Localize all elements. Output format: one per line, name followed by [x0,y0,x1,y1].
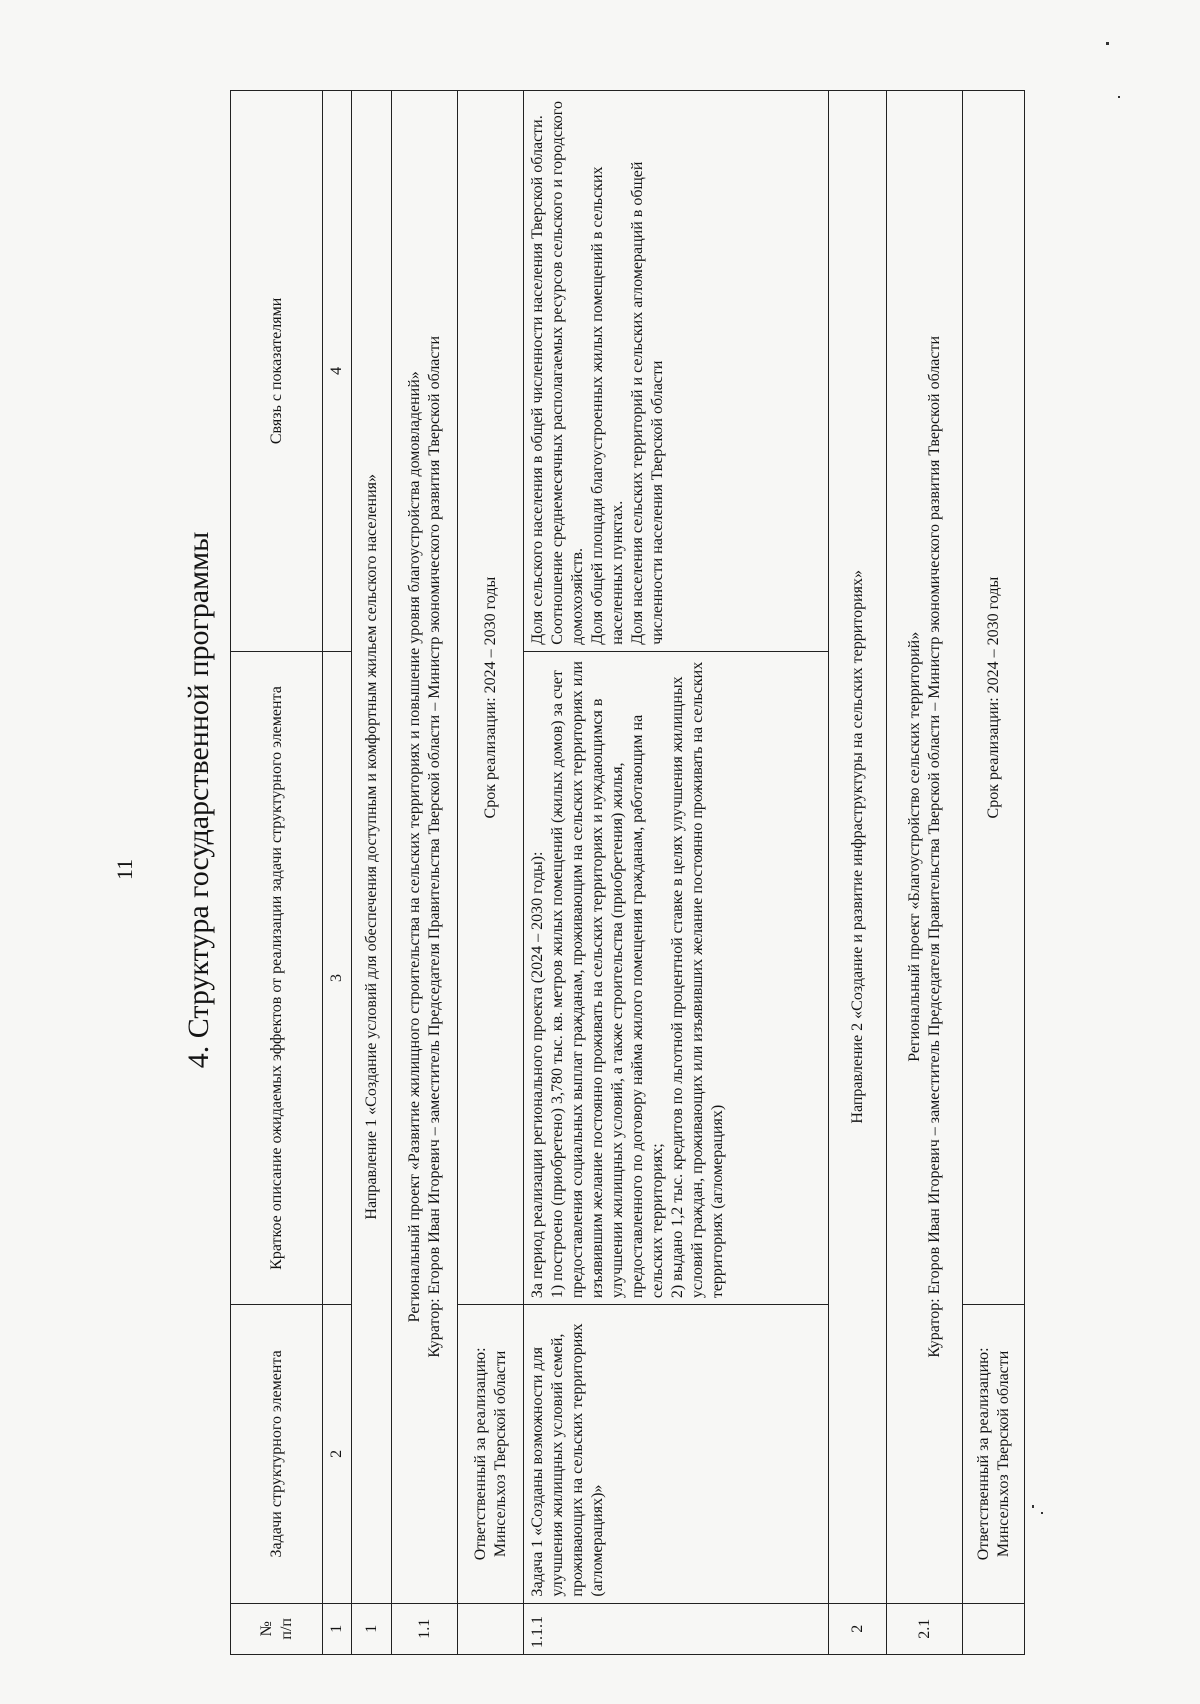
task-row [524,91,829,1655]
index-cell: 3 [323,651,352,1304]
direction-title: Направление 2 «Создание и развитие инфраструктуры на сельских территориях» [829,91,887,1604]
project-curator: Куратор: Егоров Иван Игоревич – заместитель Председателя Правительства Тверской области – Министр экономического развития Тверской области [925,335,943,1358]
project-curator: Куратор: Егоров Иван Игоревич – заместитель Председателя Правительства Тверской области – Министр экономического развития Тверской области [425,335,443,1358]
index-cell: 4 [323,91,352,652]
header-indicators: Связь с показателями [231,91,323,652]
task-effects: За период реализации регионального проекта (2024 – 2030 годы): 1) построено (приобретено) 3,780 тыс. кв. метров жилых помещений (жилых домов) за счет предоставления социальных выплат гражданам, проживающим на сельских территориях или изъявившим желание постоянно проживать на сельских территориях и нуждающимся в улучшении жилищных условий, а также строительства (приобретения) жилья, предоставленного по договору найма жилого помещения гражданам, работающим на сельских территориях; 2) выдано 1,2 тыс. кредитов по льготной процентной ставке в целях улучшения жилищных условий граждан, проживающих или изъявивших желание постоянно проживать на сельских территориях (агломерациях) [524,651,829,1304]
structure-table [230,90,1025,1655]
direction-num: 1 [352,1603,392,1654]
page-title: 4. Структура государственной программы [182,531,215,1069]
responsible-cell: Ответственный за реализацию: Минсельхоз Тверской области [963,1305,1025,1603]
project-num: 1.1 [392,1603,458,1654]
direction-row [829,91,887,1655]
direction-title: Направление 1 «Создание условий для обеспечения доступным и комфортным жильем сельского населения» [352,91,392,1604]
direction-num: 2 [829,1603,887,1654]
project-cell [392,91,458,1604]
empty-cell [963,1603,1025,1654]
page-number: 11 [112,858,137,880]
project-cell [887,91,963,1604]
header-task: Задачи структурного элемента [231,1305,323,1603]
index-cell: 1 [323,1603,352,1654]
index-row [323,91,352,1655]
header-row [231,91,323,1655]
responsible-row [963,91,1025,1655]
task-text: Задача 1 «Созданы возможности для улучшения жилищных условий семей, проживающих на сельских территориях (агломерациях)» [524,1305,829,1603]
structure-table-sheet [230,90,1055,1655]
header-effects: Краткое описание ожидаемых эффектов от реализации задачи структурного элемента [231,651,323,1304]
term-cell: Срок реализации: 2024 – 2030 годы [458,91,524,1305]
task-num: 1.1.1 [524,1603,829,1654]
empty-cell [458,1603,524,1654]
project-title: Региональный проект «Развитие жилищного строительства на сельских территориях и повышение уровня благоустройства домовладений» [405,371,423,1323]
term-cell: Срок реализации: 2024 – 2030 годы [963,91,1025,1305]
project-row [392,91,458,1655]
task-indicators: Доля сельского населения в общей численности населения Тверской области. Соотношение среднемесячных располагаемых ресурсов сельского и городского домохозяйств. Доля общей площади благоустроенных жилых помещений в сельских населенных пунктах. Доля населения сельских территорий и сельских агломераций в общей численности населения Тверской области [524,91,829,652]
project-title: Региональный проект «Благоустройство сельских территорий» [905,631,923,1062]
header-num: № п/п [231,1603,323,1654]
index-cell: 2 [323,1305,352,1603]
scan-speck [1106,42,1109,45]
project-num: 2.1 [887,1603,963,1654]
direction-row [352,91,392,1655]
responsible-row [458,91,524,1655]
project-row [887,91,963,1655]
responsible-cell: Ответственный за реализацию: Минсельхоз Тверской области [458,1305,524,1603]
scan-speck [1118,96,1120,98]
